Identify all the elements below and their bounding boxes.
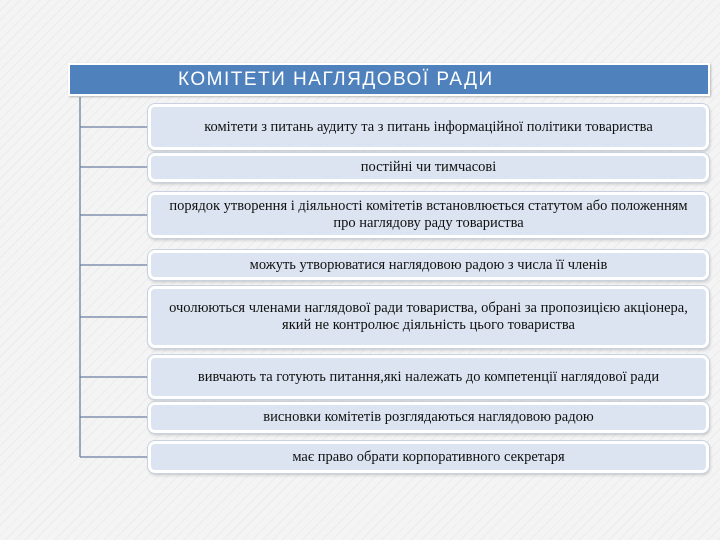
diagram-item-headed-by-members: очолюються членами наглядової ради товариства, обрані за пропозицією акціонера, який не контролює діяльність цього товариства bbox=[148, 286, 709, 348]
diagram-item-conclusions-reviewed: висновки комітетів розглядаються наглядовою радою bbox=[148, 402, 709, 433]
diagram-item-formation-order: порядок утворення і діяльності комітетів встановлюється статутом або положенням про наглядову раду товариства bbox=[148, 192, 709, 238]
diagram-item-formed-from-members: можуть утворюватися наглядовою радою з числа її членів bbox=[148, 250, 709, 280]
diagram-item-audit-committees: комітети з питань аудиту та з питань інформаційної політики товариства bbox=[148, 104, 709, 150]
diagram-item-corporate-secretary: має право обрати корпоративного секретаря bbox=[148, 441, 709, 473]
diagram-item-permanent-or-temporary: постійні чи тимчасові bbox=[148, 153, 709, 182]
diagram-title: КОМІТЕТИ НАГЛЯДОВОЇ РАДИ bbox=[178, 68, 494, 90]
diagram-item-study-and-prepare: вивчають та готують питання,які належать до компетенції наглядової ради bbox=[148, 355, 709, 399]
